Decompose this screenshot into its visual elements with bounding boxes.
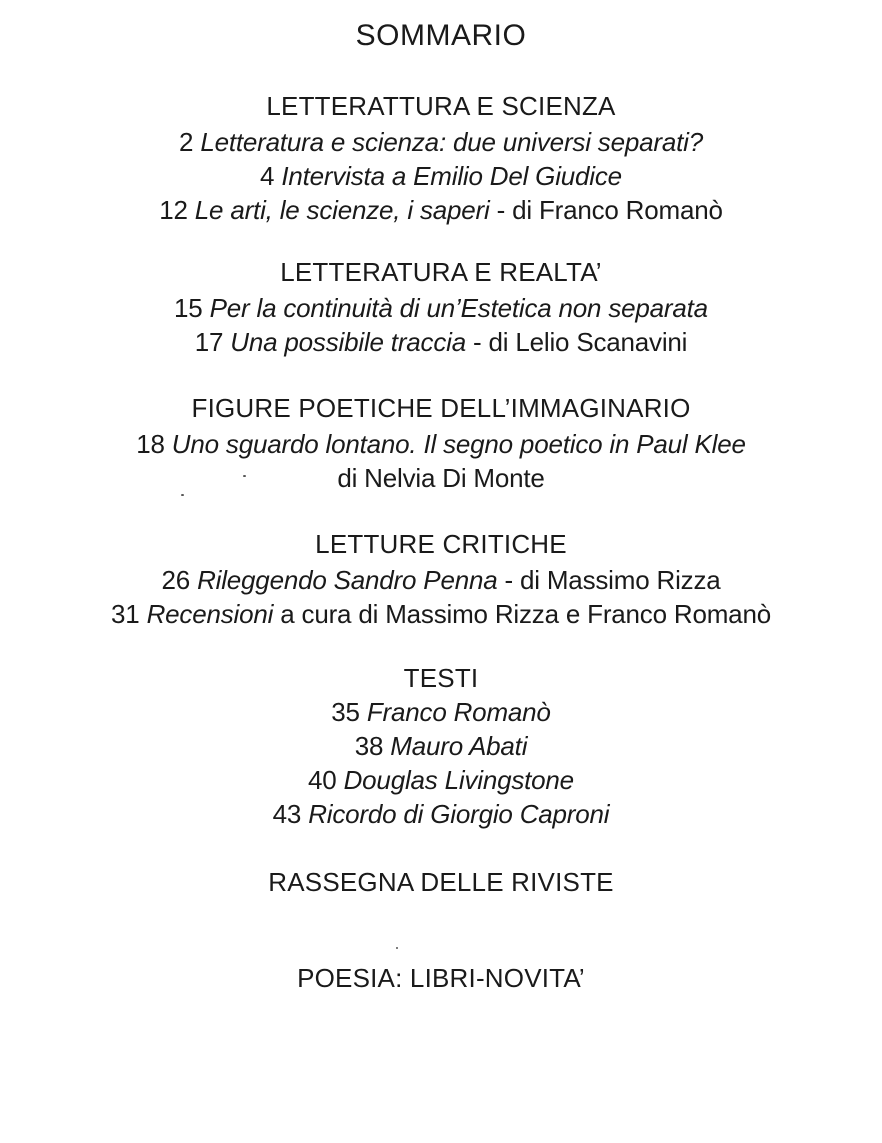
toc-entry: [0, 764, 882, 796]
section-heading: RASSEGNA DELLE RIVISTE: [268, 867, 614, 897]
toc-entry: [0, 326, 882, 358]
entry-page-number: 4: [260, 161, 275, 191]
toc-entry: [0, 798, 882, 830]
toc-entry: [0, 194, 882, 226]
section-heading: POESIA: LIBRI-NOVITA’: [297, 963, 585, 993]
toc-entry: [0, 564, 882, 596]
toc-entry: [0, 696, 882, 728]
entry-author: - di Massimo Rizza: [497, 565, 721, 595]
entry-title: Per la continuità di un’Estetica non separata: [209, 293, 708, 323]
entry-title: Recensioni: [146, 599, 274, 629]
entry-title: Le arti, le scienze, i saperi: [194, 195, 490, 225]
entry-page-number: 38: [354, 731, 384, 761]
entry-page-number: 12: [159, 195, 188, 225]
entry-author: di Nelvia Di Monte: [337, 463, 545, 493]
scan-speck: [181, 494, 184, 496]
toc-entry-author-line: [0, 462, 882, 494]
entry-title: Una possibile traccia: [230, 327, 466, 357]
section-heading: LETTERATURA E REALTA’: [280, 257, 602, 287]
toc-entry: [0, 292, 882, 324]
toc-entry: [0, 428, 882, 460]
toc-entry: [0, 598, 882, 630]
section-heading: LETTURE CRITICHE: [315, 529, 567, 559]
entry-author: - di Franco Romanò: [489, 195, 723, 225]
entry-title: Douglas Livingstone: [343, 765, 574, 795]
entry-title: Letteratura e scienza: due universi separati?: [200, 127, 703, 157]
scan-speck: [243, 475, 246, 477]
entry-title: Rileggendo Sandro Penna: [197, 565, 498, 595]
entry-author: - di Lelio Scanavini: [466, 327, 688, 357]
toc-entry: [0, 160, 882, 192]
toc-entry: [0, 730, 882, 762]
entry-page-number: 31: [111, 599, 140, 629]
entry-page-number: 15: [174, 293, 203, 323]
scan-speck: [396, 947, 398, 949]
entry-page-number: 35: [331, 697, 360, 727]
entry-page-number: 17: [194, 327, 224, 357]
entry-page-number: 43: [272, 799, 302, 829]
section-heading: LETTERATTURA E SCIENZA: [266, 91, 616, 121]
entry-page-number: 18: [136, 429, 165, 459]
entry-page-number: 40: [308, 765, 337, 795]
section-heading: FIGURE POETICHE DELL’IMMAGINARIO: [191, 393, 691, 423]
entry-page-number: 26: [161, 565, 191, 595]
entry-title: Franco Romanò: [366, 697, 551, 727]
section-heading: TESTI: [403, 663, 479, 693]
page-title: SOMMARIO: [355, 19, 527, 52]
entry-title: Uno sguardo lontano. Il segno poetico in Paul Klee: [171, 429, 746, 459]
entry-title: Ricordo di Giorgio Caproni: [308, 799, 610, 829]
entry-title: Intervista a Emilio Del Giudice: [281, 161, 622, 191]
toc-entry: [0, 126, 882, 158]
entry-page-number: 2: [179, 127, 194, 157]
entry-author: a cura di Massimo Rizza e Franco Romanò: [273, 599, 771, 629]
entry-title: Mauro Abati: [390, 731, 528, 761]
